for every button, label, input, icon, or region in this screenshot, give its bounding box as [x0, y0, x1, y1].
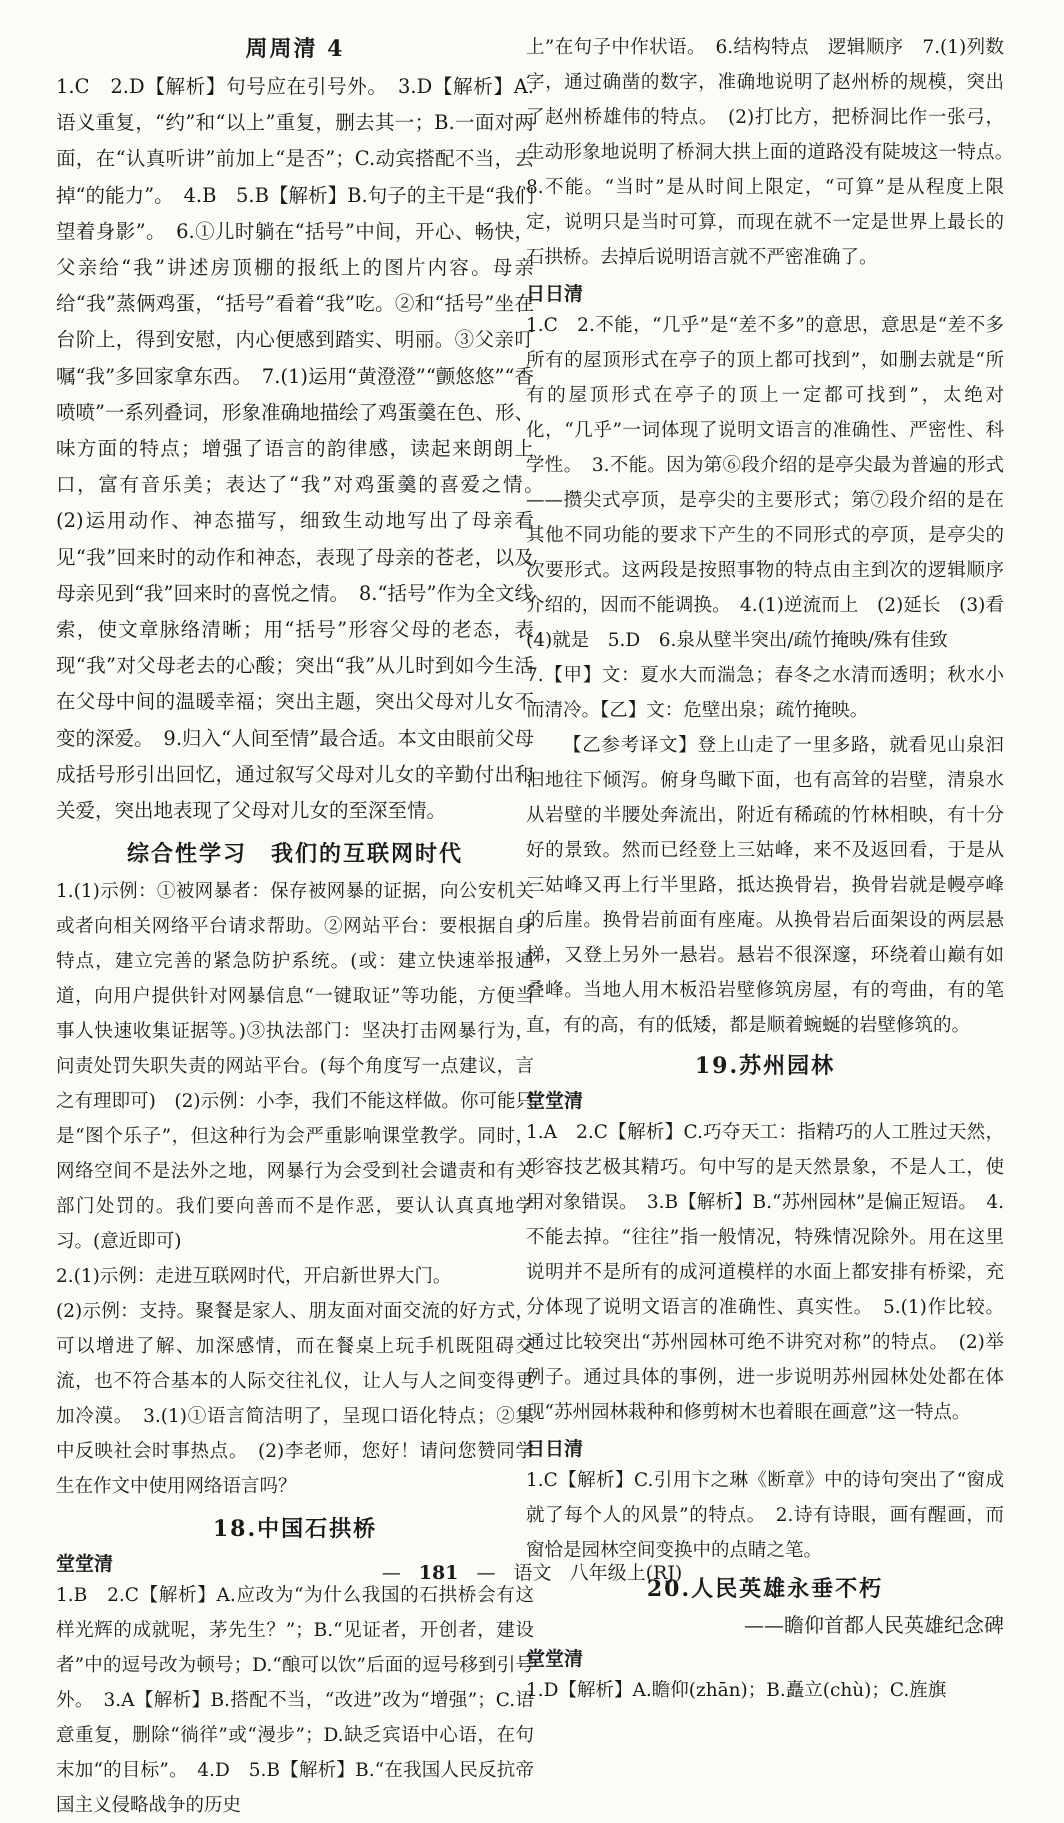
footer-subject: 语文 — [513, 1562, 552, 1584]
footer-dash: — — [476, 1562, 496, 1584]
right-column — [526, 30, 1023, 1708]
answer-paragraph: 1.(1)示例：①被网暴者：保存被网暴的证据，向公安机关或者向相关网络平台请求帮助。②网站平台：要根据自身特点，建立完善的紧急防护系统。(或：建立快速举报通道，向用户提供针对网暴信息“一键取证”等功能，方便当事人快速收集证据等。)③执法部门：坚决打击网暴行为，问责处罚失职失责的网站平台。(每个角度写一点建议，言之有理即可) (2)示例：小李，我们不能这样做。你可能只是“图个乐子”，但这种行为会严重影响课堂教学。同时，网络空间不是法外之地，网暴行为会受到社会谴责和有关部门处罚的。我们要向善而不是作恶，要认认真真地学习。(意近即可) — [56, 881, 534, 1253]
answer-paragraph: 1.A 2.C【解析】C.巧夺天工：指精巧的人工胜过天然，形容技艺极其精巧。句中写的是天然景象，不是人工，使用对象错误。 3.B【解析】B.“苏州园林”是偏正短语。 4.不能去掉。“往往”指一般情况，特殊情况除外。用在这里说明并不是所有的成河道模样的水面上都安排有桥梁，充分体现了说明文语言的准确性、真实性。 5.(1)作比较。通过比较突出“苏州园林可绝不讲究对称”的特点。 (2)举例子。通过具体的事例，进一步说明苏州园林处处都在体现“苏州园林栽种和修剪树木也着眼在画意”这一特点。 — [526, 1122, 1004, 1423]
left-column — [56, 30, 554, 1823]
answer-paragraph: 7.【甲】文：夏水大而湍急；春冬之水清而透明；秋水小而清冷。【乙】文：危壁出泉；疏竹掩映。 — [526, 665, 1004, 721]
section-title-heroes: 20.人民英雄永垂不朽 — [646, 1576, 884, 1602]
subsection-label: 堂堂清 — [526, 1090, 584, 1112]
subsection-label: 日日清 — [526, 1438, 584, 1460]
answer-paragraph: 1.B 2.C【解析】A.应改为“为什么我国的石拱桥会有这样光辉的成就呢，茅先生？”；B.“见证者，开创者，建设者”中的逗号改为顿号；D.“酿可以饮”后面的逗号移到引号外。 3.A【解析】B.搭配不当，“改进”改为“增强”；C.语意重复，删除“徜徉”或“漫步”；D.缺乏宾语中心语，在句末加“的目标”。 4.D 5.B【解析】B.“在我国人民反抗帝国主义侵略战争的历史 — [56, 1585, 534, 1817]
subsection-label: 堂堂清 — [56, 1553, 114, 1576]
answer-paragraph: (2)示例：支持。聚餐是家人、朋友面对面交流的好方式，可以增进了解、加深感情，而在餐桌上玩手机既阻碍交流，也不符合基本的人际交往礼仪，让人与人之间变得更加冷漠。 3.(1)①语言简洁明了，呈现口语化特点；②集中反映社会时事热点。 (2)李老师，您好！请问您赞同学生在作文中使用网络语言吗？ — [56, 1301, 534, 1498]
answer-paragraph: 1.C 2.不能，“几乎”是“差不多”的意思，意思是“差不多所有的屋顶形式在亭子的顶上都可找到”，如删去就是“所有的屋顶形式在亭子的顶上一定都可找到”，太绝对化，“几乎”一词体现了说明文语言的准确性、严密性、科学性。 3.不能。因为第⑥段介绍的是亭尖最为普遍的形式——攒尖式亭顶，是亭尖的主要形式；第⑦段介绍的是在其他不同功能的要求下产生的不同形式的亭顶，是亭尖的次要形式。这两段是按照事物的特点由主到次的逻辑顺序介绍的，因而不能调换。 4.(1)逆流而上 (2)延长 (3)看 (4)就是 5.D 6.泉从壁半突出/疏竹掩映/殊有佳致 — [526, 315, 1023, 651]
footer-grade: 八年级上(RJ) — [569, 1562, 683, 1584]
section-title-internet: 综合性学习 我们的互联网时代 — [126, 841, 463, 868]
answer-paragraph: 1.D【解析】A.瞻仰(zhān)；B.矗立(chù)；C.旌旗 — [526, 1680, 947, 1701]
subsection-label: 堂堂清 — [526, 1648, 584, 1670]
answer-paragraph: 1.C 2.D【解析】句号应在引号外。 3.D【解析】A.语义重复，“约”和“以上”重复，删去其一；B.一面对两面，在“认真听讲”前加上“是否”；C.动宾搭配不当，去掉“的能力”。 4.B 5.B【解析】B.句子的主干是“我们望着身影”。 6.①儿时躺在“括号”中间，开心、畅快，父亲给“我”讲述房顶棚的报纸上的图片内容。母亲给“我”蒸俩鸡蛋，“括号”看着“我”吃。②和“括号”坐在台阶上，得到安慰，内心便感到踏实、明丽。③父亲叮嘱“我”多回家拿东西。 7.(1)运用“黄澄澄”“颤悠悠”“香喷喷”一系列叠词，形象准确地描绘了鸡蛋羹在色、形、味方面的特点；增强了语言的韵律感，读起来朗朗上口，富有音乐美；表达了“我”对鸡蛋羹的喜爱之情。 (2)运用动作、神态描写，细致生动地写出了母亲看见“我”回来时的动作和神态，表现了母亲的苍老，以及母亲见到“我”回来时的喜悦之情。 8.“括号”作为全文线索，使文章脉络清晰；用“括号”形容父母的老态，表现“我”对父母老去的心酸；突出“我”从儿时到如今生活在父母中间的温暖幸福；突出主题，突出父母对儿女不变的深爱。 9.归入“人间至情”最合适。本文由眼前父母成括号形引出回忆，通过叙写父母对儿女的辛勤付出和关爱，突出地表现了父母对儿女的至深至情。 — [56, 75, 554, 823]
answer-paragraph: 1.C【解析】C.引用卞之琳《断章》中的诗句突出了“窗成就了每个人的风景”的特点。 2.诗有诗眼，画有醒画，而窗恰是园林空间变换中的点睛之笔。 — [526, 1470, 1004, 1561]
footer-dash: — — [381, 1562, 401, 1584]
section-subtitle: ——瞻仰首都人民英雄纪念碑 — [744, 1613, 1004, 1637]
section-title-stone-bridge: 18.中国石拱桥 — [212, 1516, 378, 1543]
section-title-weekly-4: 周周清 4 — [245, 36, 345, 62]
page-number: 181 — [418, 1562, 459, 1584]
answer-paragraph: 上”在句子中作状语。 6.结构特点 逻辑顺序 7.(1)列数字，通过确凿的数字，准确地说明了赵州桥的规模，突出了赵州桥雄伟的特点。 (2)打比方，把桥洞比作一张弓，生动形象地说明了桥洞大拱上面的道路没有陡坡这一特点。 8.不能。“当时”是从时间上限定，“可算”是从程度上限定，说明只是当时可算，而现在就不一定是世界上最长的石拱桥。去掉后说明语言就不严密准确了。 — [526, 37, 1023, 268]
section-title-suzhou: 19.苏州园林 — [694, 1053, 836, 1079]
page-footer — [0, 1558, 1064, 1585]
subsection-label: 日日清 — [526, 283, 584, 305]
answer-paragraph: 2.(1)示例：走进互联网时代，开启新世界大门。 — [56, 1266, 452, 1288]
translation-paragraph: 【乙参考译文】登上山走了一里多路，就看见山泉汩汩地往下倾泻。俯身鸟瞰下面，也有高耸的岩壁，清泉水从岩壁的半腰处奔流出，附近有稀疏的竹林相映，有十分好的景致。然而已经登上三姑峰，来不及返回看，于是从三姑峰又再上行半里路，抵达换骨岩，换骨岩就是幔亭峰的后崖。换骨岩前面有座庵。从换骨岩后面架设的两层悬梯，又登上另外一悬岩。悬岩不很深邃，环绕着山巅有如叠峰。当地人用木板沿岩壁修筑房屋，有的弯曲，有的笔直，有的高，有的低矮，都是顺着蜿蜒的岩壁修筑的。 — [526, 735, 1004, 1036]
